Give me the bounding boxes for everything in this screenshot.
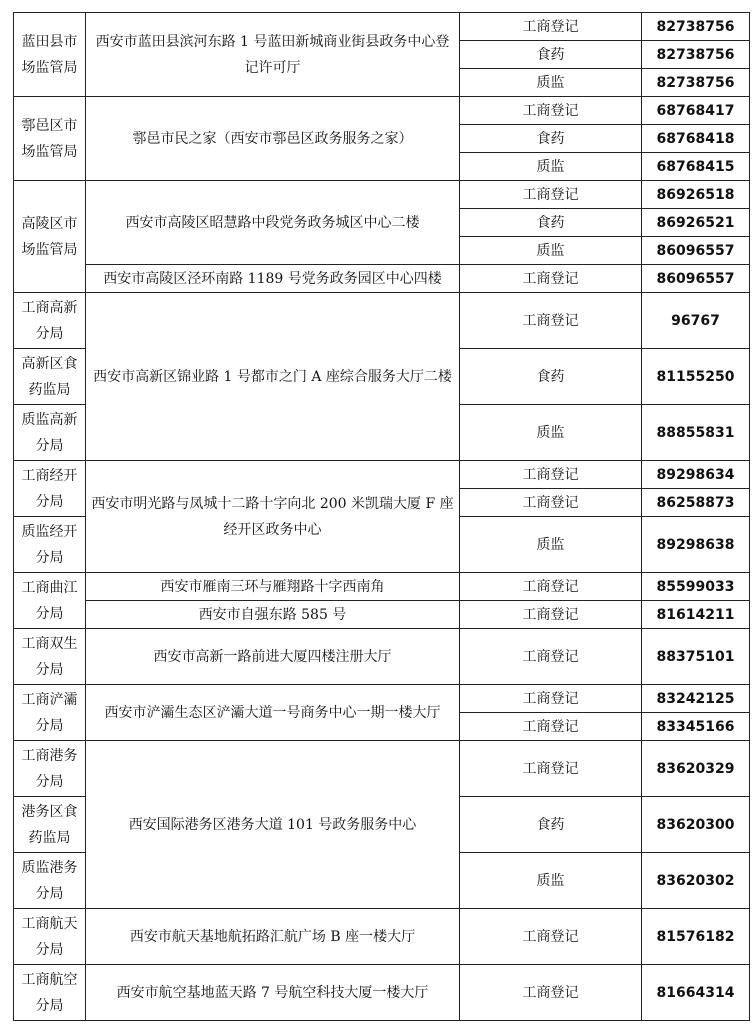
service-type-cell: 工商登记 (460, 489, 642, 517)
table-row (14, 909, 750, 965)
service-type-cell: 工商登记 (460, 713, 642, 741)
service-type-cell: 质监 (460, 405, 642, 461)
address-cell: 西安市高陵区泾环南路 1189 号党务政务园区中心四楼 (86, 265, 460, 293)
phone-number-cell: 82738756 (642, 41, 750, 69)
phone-number-cell: 83620329 (642, 741, 750, 797)
phone-number-cell: 68768415 (642, 153, 750, 181)
phone-number-cell: 88375101 (642, 629, 750, 685)
office-name-cell: 质监高新分局 (14, 405, 86, 461)
office-name-cell: 质监港务分局 (14, 853, 86, 909)
office-name-cell: 港务区食药监局 (14, 797, 86, 853)
office-name-cell: 高陵区市场监管局 (14, 181, 86, 293)
service-type-cell: 质监 (460, 237, 642, 265)
service-type-cell: 工商登记 (460, 181, 642, 209)
address-cell: 西安市航空基地蓝天路 7 号航空科技大厦一楼大厅 (86, 965, 460, 1021)
phone-number-cell: 81576182 (642, 909, 750, 965)
address-cell: 西安市雁南三环与雁翔路十字西南角 (86, 573, 460, 601)
phone-number-cell: 81614211 (642, 601, 750, 629)
table-row (14, 685, 750, 713)
table-row (14, 461, 750, 489)
address-cell: 西安市明光路与凤城十二路十字向北 200 米凯瑞大厦 F 座经开区政务中心 (86, 461, 460, 573)
table-row (14, 181, 750, 209)
office-name-cell: 鄠邑区市场监管局 (14, 97, 86, 181)
service-type-cell: 工商登记 (460, 741, 642, 797)
phone-number-cell: 86096557 (642, 265, 750, 293)
office-name-cell: 工商航空分局 (14, 965, 86, 1021)
service-type-cell: 工商登记 (460, 97, 642, 125)
phone-number-cell: 83620300 (642, 797, 750, 853)
service-type-cell: 工商登记 (460, 629, 642, 685)
service-type-cell: 工商登记 (460, 965, 642, 1021)
phone-number-cell: 86926521 (642, 209, 750, 237)
phone-number-cell: 82738756 (642, 13, 750, 41)
office-name-cell: 高新区食药监局 (14, 349, 86, 405)
address-cell: 西安市航天基地航拓路汇航广场 B 座一楼大厅 (86, 909, 460, 965)
phone-number-cell: 85599033 (642, 573, 750, 601)
service-type-cell: 质监 (460, 517, 642, 573)
phone-number-cell: 81155250 (642, 349, 750, 405)
office-name-cell: 质监经开分局 (14, 517, 86, 573)
table-row (14, 965, 750, 1021)
service-type-cell: 工商登记 (460, 601, 642, 629)
address-cell: 西安市蓝田县滨河东路 1 号蓝田新城商业街县政务中心登记许可厅 (86, 13, 460, 97)
service-type-cell: 食药 (460, 797, 642, 853)
address-cell: 鄠邑市民之家（西安市鄠邑区政务服务之家） (86, 97, 460, 181)
phone-number-cell: 81664314 (642, 965, 750, 1021)
table-row (14, 293, 750, 349)
office-name-cell: 蓝田县市场监管局 (14, 13, 86, 97)
phone-number-cell: 88855831 (642, 405, 750, 461)
office-contact-table (13, 12, 750, 1021)
phone-number-cell: 68768417 (642, 97, 750, 125)
address-cell: 西安国际港务区港务大道 101 号政务服务中心 (86, 741, 460, 909)
service-type-cell: 工商登记 (460, 13, 642, 41)
service-type-cell: 工商登记 (460, 909, 642, 965)
address-cell: 西安市高陵区昭慧路中段党务政务城区中心二楼 (86, 181, 460, 265)
service-type-cell: 食药 (460, 209, 642, 237)
service-type-cell: 食药 (460, 349, 642, 405)
service-type-cell: 工商登记 (460, 685, 642, 713)
service-type-cell: 质监 (460, 69, 642, 97)
office-name-cell: 工商经开分局 (14, 461, 86, 517)
office-name-cell: 工商曲江分局 (14, 573, 86, 629)
phone-number-cell: 82738756 (642, 69, 750, 97)
service-type-cell: 质监 (460, 853, 642, 909)
service-type-cell: 食药 (460, 41, 642, 69)
phone-number-cell: 83242125 (642, 685, 750, 713)
office-name-cell: 工商港务分局 (14, 741, 86, 797)
phone-number-cell: 68768418 (642, 125, 750, 153)
office-name-cell: 工商航天分局 (14, 909, 86, 965)
office-name-cell: 工商浐灞分局 (14, 685, 86, 741)
service-type-cell: 工商登记 (460, 573, 642, 601)
phone-number-cell: 86096557 (642, 237, 750, 265)
phone-number-cell: 96767 (642, 293, 750, 349)
table-row (14, 97, 750, 125)
service-type-cell: 食药 (460, 125, 642, 153)
service-type-cell: 工商登记 (460, 265, 642, 293)
table-row (14, 13, 750, 41)
address-cell: 西安市浐灞生态区浐灞大道一号商务中心一期一楼大厅 (86, 685, 460, 741)
phone-number-cell: 83620302 (642, 853, 750, 909)
table-row (14, 573, 750, 601)
table-row (14, 629, 750, 685)
service-type-cell: 工商登记 (460, 461, 642, 489)
address-cell: 西安市高新一路前进大厦四楼注册大厅 (86, 629, 460, 685)
phone-number-cell: 86258873 (642, 489, 750, 517)
address-cell: 西安市高新区锦业路 1 号都市之门 A 座综合服务大厅二楼 (86, 293, 460, 461)
address-cell: 西安市自强东路 585 号 (86, 601, 460, 629)
office-name-cell: 工商高新分局 (14, 293, 86, 349)
phone-number-cell: 89298638 (642, 517, 750, 573)
service-type-cell: 质监 (460, 153, 642, 181)
table-row (14, 601, 750, 629)
service-type-cell: 工商登记 (460, 293, 642, 349)
phone-number-cell: 89298634 (642, 461, 750, 489)
office-name-cell: 工商双生分局 (14, 629, 86, 685)
table-body (14, 13, 750, 1021)
table-row (14, 265, 750, 293)
phone-number-cell: 83345166 (642, 713, 750, 741)
phone-number-cell: 86926518 (642, 181, 750, 209)
table-row (14, 741, 750, 797)
